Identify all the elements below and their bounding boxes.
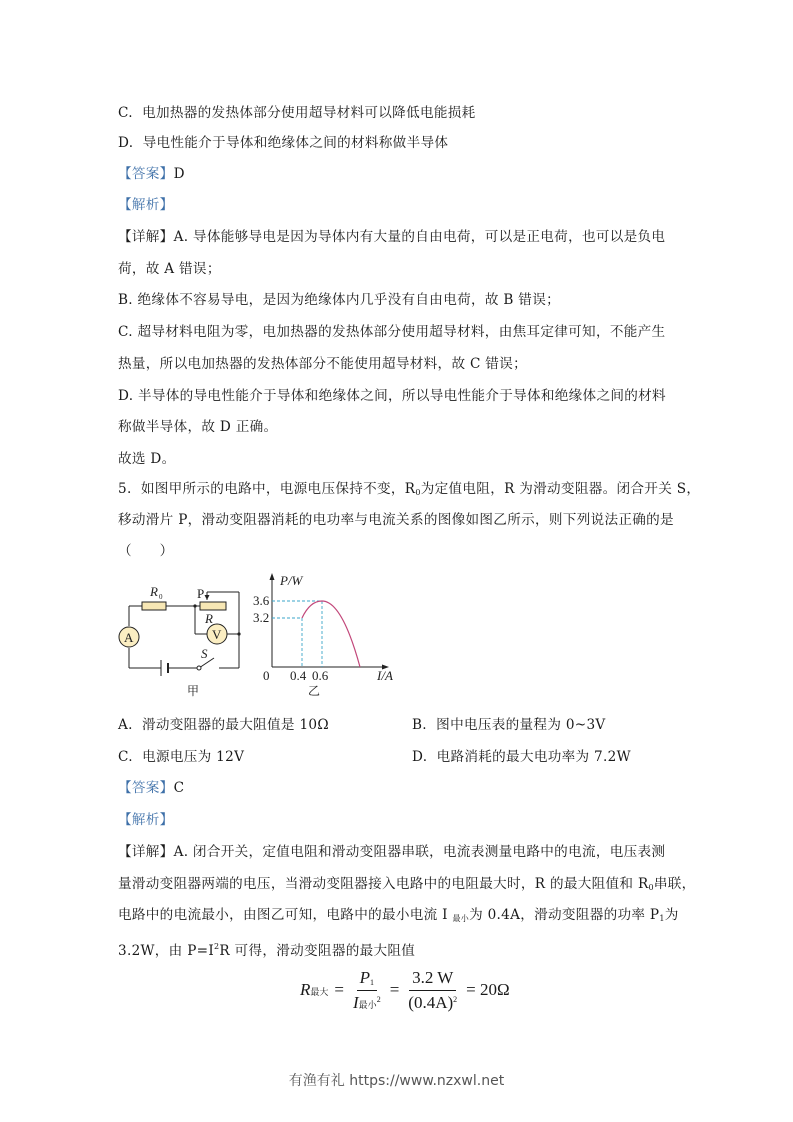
prev-option-c: C. 电加热器的发热体部分使用超导材料可以降低电能损耗 (118, 105, 476, 121)
svg-text:甲: 甲 (187, 684, 200, 698)
svg-text:P: P (197, 586, 205, 601)
svg-text:3.2: 3.2 (253, 610, 270, 625)
svg-text:0.4: 0.4 (290, 668, 307, 683)
q5-detail-line: 3.2W，由 $P=I^2R$ 可得，滑动变阻器的最大阻值 (118, 942, 416, 959)
prev-conclusion: 故选 D。 (118, 451, 176, 467)
answer-tag: 【答案】 (118, 166, 174, 182)
svg-text:V: V (212, 627, 222, 642)
prev-analysis-heading: 【解析】 (118, 197, 174, 213)
fraction-numeric: $\frac{3.2 W}{(0.4A)^2}$ (408, 967, 458, 1012)
option-d: D. 电路消耗的最大电功率为 7.2W (412, 749, 631, 765)
q5-detail-line: 【详解】A. 闭合开关，定值电阻和滑动变阻器串联，电流表测量电路中的电流，电压表测 (118, 844, 666, 860)
option-a: A. 滑动变阻器的最大阻值是 10Ω (118, 717, 329, 733)
prev-answer (118, 165, 678, 183)
svg-text:乙: 乙 (308, 684, 321, 698)
answer-value: C (173, 780, 185, 796)
svg-text:R: R (150, 584, 158, 599)
resistor-r0-icon (142, 602, 166, 610)
q5-stem-line: 移动滑片 P，滑动变阻器消耗的电功率与电流关系的图像如图乙所示，则下列说法正确的是 (118, 512, 674, 528)
q5-stem-line: 5. 如图甲所示的电路中，电源电压保持不变，$R_0$为定值电阻，R 为滑动变阻器。闭合开关 S， (118, 481, 701, 497)
prev-detail-line: 【详解】A. 导体能够导电是因为导体内有大量的自由电荷，可以是正电荷，也可以是负电 (118, 229, 666, 245)
prev-option-d: D. 导电性能介于导体和绝缘体之间的材料称做半导体 (118, 135, 449, 151)
answer-tag: 【答案】 (118, 780, 174, 796)
prev-detail-line: 荷，故 A 错误； (118, 261, 221, 277)
power-current-graph (250, 570, 405, 700)
q5-detail-line: 电路中的电流最小，由图乙可知，电路中的最小电流 I $_{最小}$为 0.4A，滑动变阻器的功率 $P_1$为 (118, 907, 679, 923)
detail-tag: 【详解】 (118, 229, 174, 245)
svg-text:P/W: P/W (280, 573, 303, 588)
prev-detail-line: C. 超导材料电阻为零，电加热器的发热体部分使用超导材料，由焦耳定律可知，不能产生 (118, 324, 666, 340)
max-resistance-formula: R最大 = $\frac{P_1}{I最小^2}$ = $\frac{3.2 W}{(0.4A)^2}$ = 20Ω (300, 967, 510, 1012)
circuit-diagram (115, 578, 250, 703)
option-c: C. 电源电压为 12V (118, 749, 245, 765)
footer-watermark: 有渔有礼 https://www.nzxwl.net (288, 1073, 505, 1089)
q5-detail-line: 量滑动变阻器两端的电压，当滑动变阻器接入电路中的电阻最大时，R 的最大阻值和 $R_0$串联， (118, 876, 696, 892)
prev-detail-line: D. 半导体的导电性能介于导体和绝缘体之间，所以导电性能介于导体和绝缘体之间的材料 (118, 388, 666, 404)
svg-text:0.6: 0.6 (312, 668, 329, 683)
svg-text:R: R (205, 611, 213, 626)
svg-text:A: A (124, 630, 134, 645)
answer-value: D (173, 166, 185, 182)
switch-icon (197, 666, 201, 670)
rheostat-icon (200, 602, 226, 610)
svg-text:0: 0 (159, 593, 163, 601)
q5-analysis-heading: 【解析】 (118, 812, 174, 828)
q5-answer (118, 779, 678, 797)
prev-detail-line: 称做半导体，故 D 正确。 (118, 419, 278, 435)
svg-text:0: 0 (263, 668, 270, 683)
prev-detail-line: 热量，所以电加热器的发热体部分不能使用超导材料，故 C 错误； (118, 356, 527, 372)
fraction-power-over-current: $\frac{P_1}{I最小^2}$ (353, 967, 381, 1012)
prev-detail-line: B. 绝缘体不容易导电，是因为绝缘体内几乎没有自由电荷，故 B 错误； (118, 292, 560, 308)
svg-text:I/A: I/A (377, 668, 393, 683)
q5-stem-bracket: （ ） (118, 543, 174, 559)
detail-tag: 【详解】 (118, 844, 174, 860)
power-curve (302, 601, 360, 667)
svg-text:S: S (201, 646, 208, 661)
svg-text:3.6: 3.6 (253, 593, 270, 608)
option-b: B. 图中电压表的量程为 0~3V (412, 717, 606, 733)
question-number: 5. (118, 481, 132, 497)
